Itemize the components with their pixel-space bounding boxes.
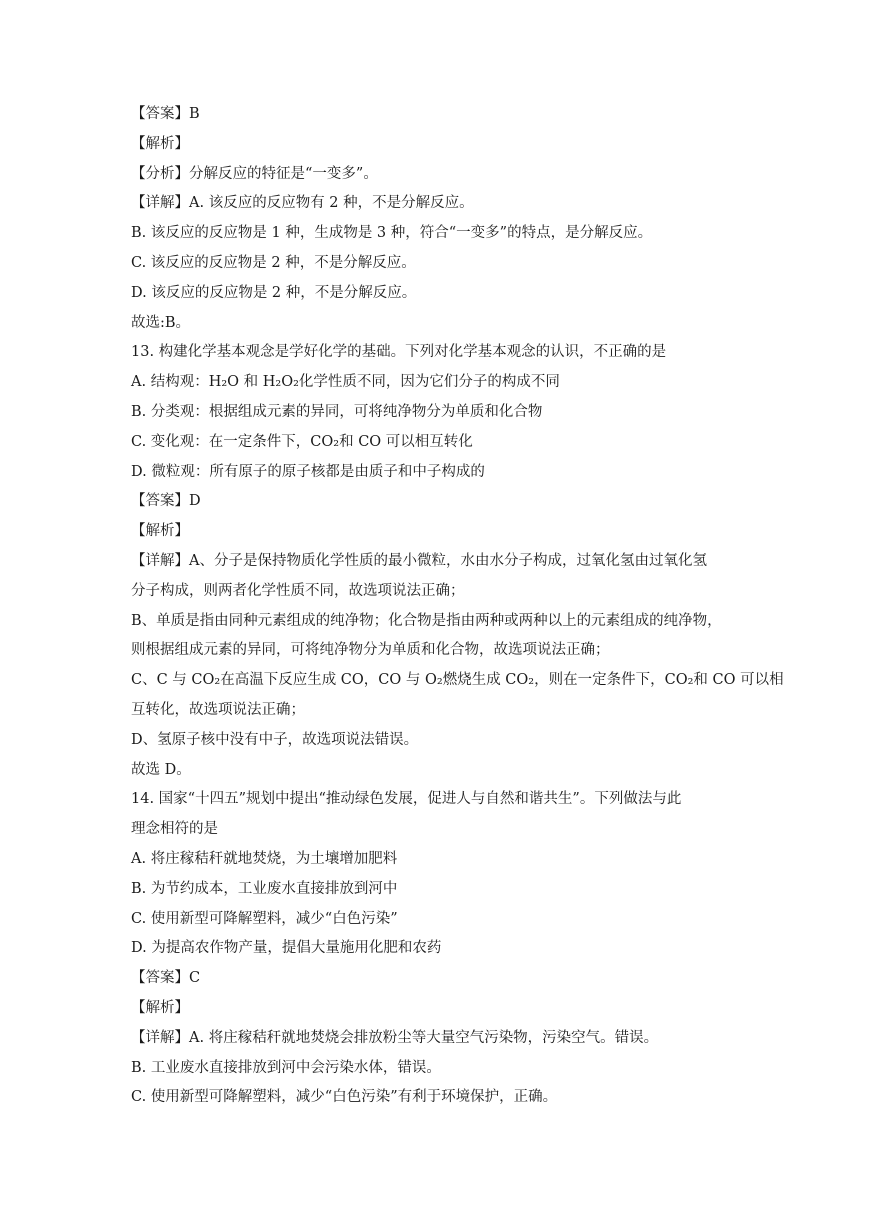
detail-d-12: D. 该反应的反应物是 2 种，不是分解反应。 — [131, 284, 417, 301]
question-14-line1: 14. 国家“十四五”规划中提出“推动绿色发展，促进人与自然和谐共生”。下列做法与此 — [131, 791, 682, 808]
analysis-label-13: 【解析】 — [131, 523, 189, 540]
choice-12: 故选:B。 — [131, 314, 191, 331]
detail-d-13: D、氢原子核中没有中子，故选项说法错误。 — [131, 731, 419, 748]
analysis-label-12: 【解析】 — [131, 135, 189, 152]
detail-b-13-line1: B、单质是指由同种元素组成的纯净物；化合物是指由两种或两种以上的元素组成的纯净物， — [131, 612, 722, 629]
question-13: 13. 构建化学基本观念是学好化学的基础。下列对化学基本观念的认识，不正确的是 — [131, 344, 667, 361]
choice-13: 故选 D。 — [131, 761, 191, 778]
option-a-13: A. 结构观：H₂O 和 H₂O₂化学性质不同，因为它们分子的构成不同 — [131, 374, 560, 391]
answer-label-13: 【答案】D — [131, 493, 201, 510]
detail-c-12: C. 该反应的反应物是 2 种，不是分解反应。 — [131, 254, 416, 271]
option-d-13: D. 微粒观：所有原子的原子核都是由质子和中子构成的 — [131, 463, 485, 480]
option-b-14: B. 为节约成本，工业废水直接排放到河中 — [131, 880, 398, 897]
detail-c-13-line1: C、C 与 CO₂在高温下反应生成 CO，CO 与 O₂燃烧生成 CO₂，则在一定条件下，CO₂和 CO 可以相 — [131, 672, 784, 689]
detail-c-14: C. 使用新型可降解塑料，减少“白色污染”有利于环境保护，正确。 — [131, 1089, 558, 1106]
option-b-13: B. 分类观：根据组成元素的异同，可将纯净物分为单质和化合物 — [131, 403, 543, 420]
detail-b-13-line2: 则根据组成元素的异同，可将纯净物分为单质和化合物，故选项说法正确； — [131, 642, 610, 659]
detail-a-13-line1: 【详解】A、分子是保持物质化学性质的最小微粒，水由水分子构成，过氧化氢由过氧化氢 — [131, 552, 707, 569]
detail-c-13-line2: 互转化，故选项说法正确； — [131, 701, 305, 718]
detail-a-14: 【详解】A. 将庄稼秸秆就地焚烧会排放粉尘等大量空气污染物，污染空气。错误。 — [131, 1029, 659, 1046]
detail-b-14: B. 工业废水直接排放到河中会污染水体，错误。 — [131, 1059, 441, 1076]
option-a-14: A. 将庄稼秸秆就地焚烧，为土壤增加肥料 — [131, 850, 398, 867]
option-d-14: D. 为提高农作物产量，提倡大量施用化肥和农药 — [131, 940, 442, 957]
analysis-label-14: 【解析】 — [131, 999, 189, 1016]
detail-a-13-line2: 分子构成，则两者化学性质不同，故选项说法正确； — [131, 582, 465, 599]
detail-b-12: B. 该反应的反应物是 1 种，生成物是 3 种，符合“一变多”的特点，是分解反应。 — [131, 225, 653, 242]
analysis-text-12: 【分析】分解反应的特征是“一变多”。 — [131, 165, 378, 182]
document-page — [131, 100, 784, 1113]
option-c-14: C. 使用新型可降解塑料，减少“白色污染” — [131, 910, 398, 927]
answer-label-12: 【答案】B — [131, 106, 200, 122]
option-c-13: C. 变化观：在一定条件下，CO₂和 CO 可以相互转化 — [131, 433, 473, 450]
detail-a-12: 【详解】A. 该反应的反应物有 2 种，不是分解反应。 — [131, 195, 474, 212]
question-14-line2: 理念相符的是 — [131, 821, 218, 838]
answer-label-14: 【答案】C — [131, 970, 201, 987]
